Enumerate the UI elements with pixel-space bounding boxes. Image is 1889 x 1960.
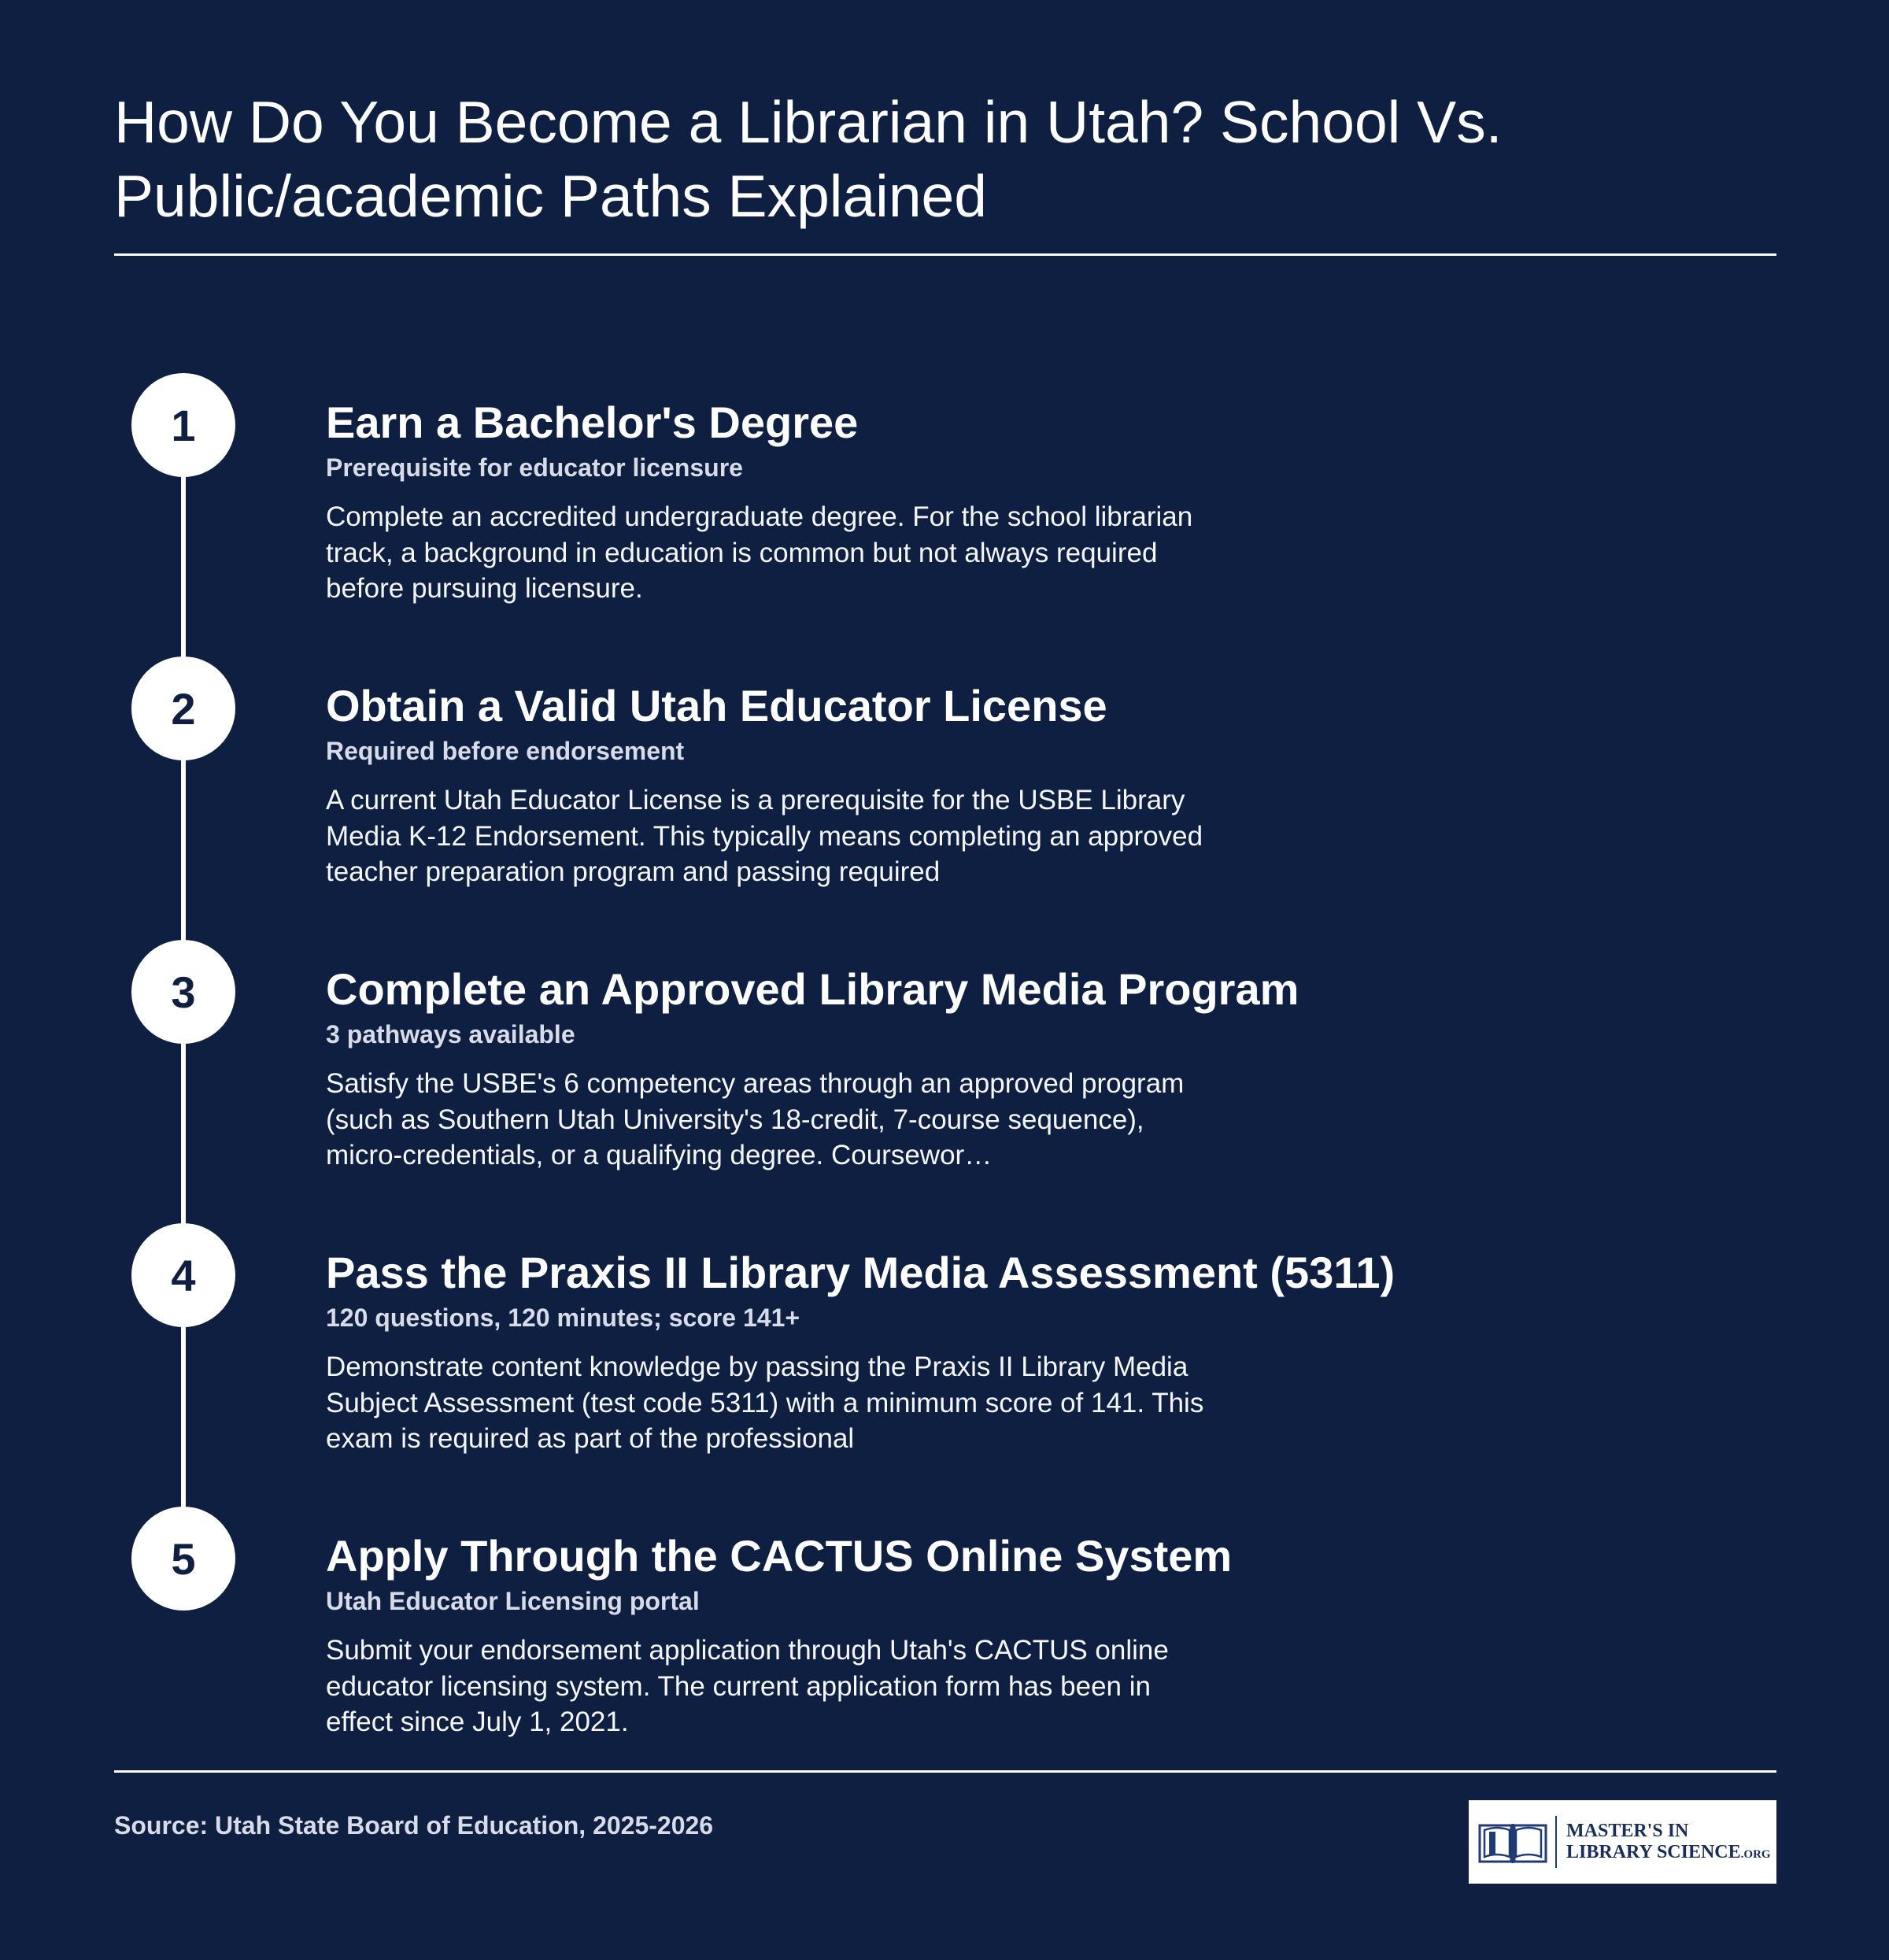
source-note: Source: Utah State Board of Education, 2025-2026 <box>114 1811 714 1840</box>
step-number-badge: 1 <box>131 373 235 477</box>
logo-suffix: .ORG <box>1740 1848 1771 1861</box>
step-description: Submit your endorsement application through Utah's CACTUS online educator licensing system. The current application form has been in effect since July 1, 2021. <box>326 1635 1169 1737</box>
logo-divider <box>1555 1816 1557 1868</box>
step-subtitle: Required before endorsement <box>326 737 685 765</box>
step-subtitle: 120 questions, 120 minutes; score 141+ <box>326 1304 800 1332</box>
site-logo <box>1469 1800 1776 1884</box>
step-description: Demonstrate content knowledge by passing the Praxis II Library Media Subject Assessment (test code 5311) with a minimum score of 141. This exam is required as part of the professional <box>326 1352 1204 1454</box>
step-1 <box>0 373 1889 625</box>
step-description: Complete an accredited undergraduate degree. For the school librarian track, a background in education is common but not always required before pursuing licensure. <box>326 501 1193 604</box>
step-number-badge: 4 <box>131 1223 235 1327</box>
step-number-badge: 2 <box>131 656 235 760</box>
step-title: Obtain a Valid Utah Educator License <box>326 681 1107 730</box>
open-book-icon <box>1477 1816 1549 1868</box>
page-title: How Do You Become a Librarian in Utah? School Vs. Public/academic Paths Explained <box>114 89 1503 229</box>
step-subtitle: 3 pathways available <box>326 1020 575 1048</box>
step-title: Complete an Approved Library Media Program <box>326 964 1299 1014</box>
step-2 <box>0 656 1889 908</box>
step-title: Apply Through the CACTUS Online System <box>326 1531 1233 1581</box>
step-number-badge: 5 <box>131 1507 235 1611</box>
footer-divider <box>114 1770 1776 1773</box>
logo-wordmark <box>1566 1821 1771 1866</box>
step-title: Earn a Bachelor's Degree <box>326 398 859 447</box>
step-4 <box>0 1223 1889 1475</box>
step-subtitle: Prerequisite for educator licensure <box>326 453 743 482</box>
step-3 <box>0 940 1889 1192</box>
step-subtitle: Utah Educator Licensing portal <box>326 1587 700 1615</box>
step-title: Pass the Praxis II Library Media Assessment (5311) <box>326 1248 1395 1297</box>
logo-line-1: MASTER'S IN <box>1566 1821 1689 1841</box>
header-divider <box>114 253 1776 256</box>
step-description: Satisfy the USBE's 6 competency areas through an approved program (such as Southern Utah University's 18-credit, 7-course sequence), micro-credentials, or a qualifying degree. Coursewor… <box>326 1068 1185 1170</box>
step-5 <box>0 1507 1889 1758</box>
step-description: A current Utah Educator License is a prerequisite for the USBE Library Media K-12 Endorsement. This typically means completing an approved teacher preparation program and passing required <box>326 785 1203 887</box>
step-number-badge: 3 <box>131 940 235 1044</box>
logo-line-2: LIBRARY SCIENCE <box>1566 1842 1741 1862</box>
